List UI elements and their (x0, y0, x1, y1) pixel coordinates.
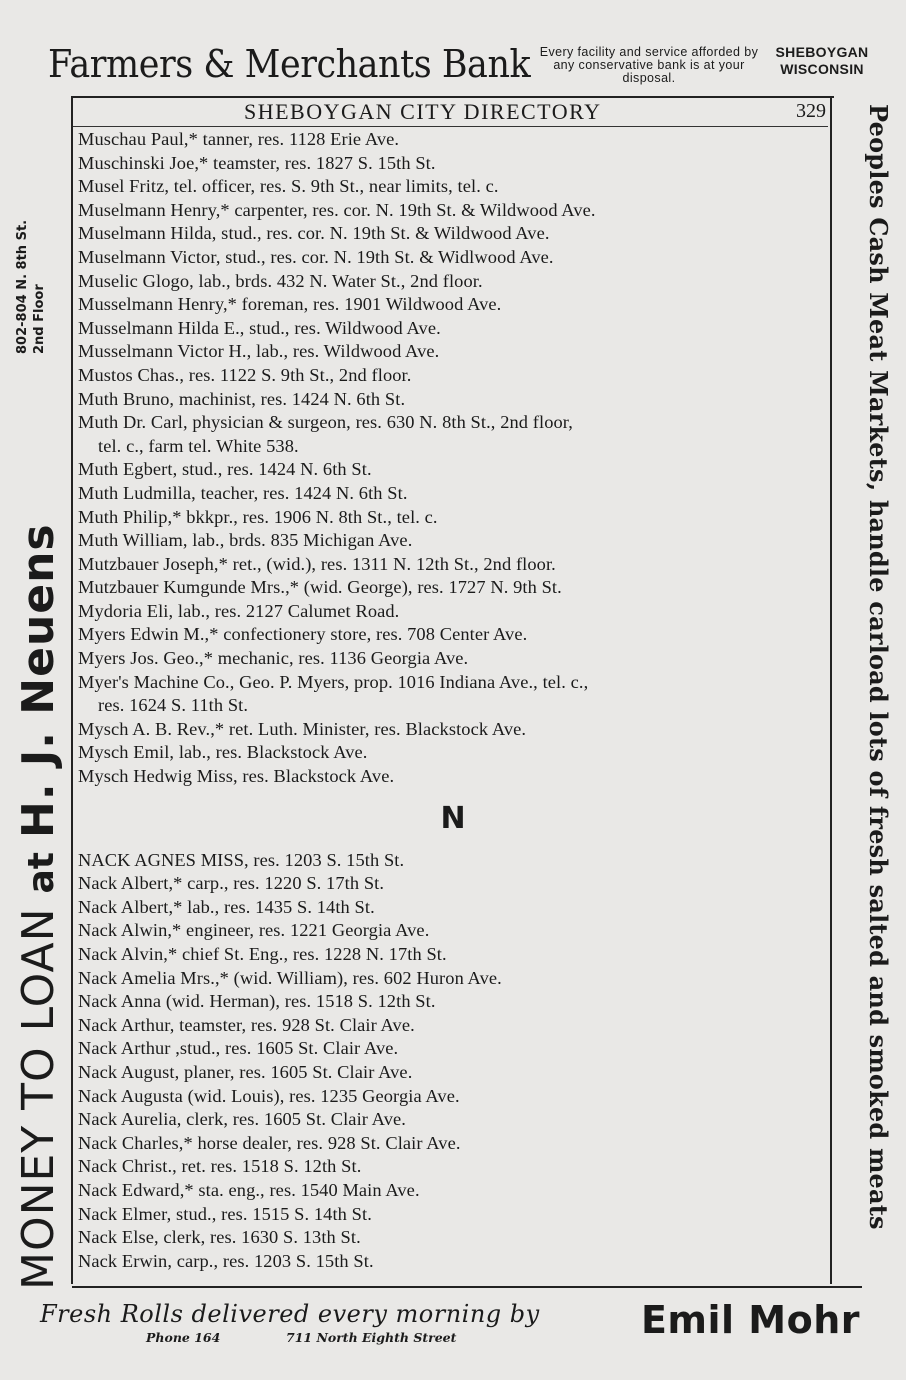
directory-entry (78, 1085, 828, 1109)
entry-text: Muth William, lab., brds. 835 Michigan Ave. (78, 530, 413, 551)
entry-text: Nack Amelia Mrs.,* (wid. William), res. 602 Huron Ave. (78, 967, 502, 988)
section-letter: N (440, 800, 466, 836)
entry-text: Muth Egbert, stud., res. 1424 N. 6th St. (78, 459, 372, 480)
entries-m (78, 128, 828, 789)
entry-text: Nack Else, clerk, res. 1630 S. 13th St. (78, 1227, 361, 1248)
page-title: SHEBOYGAN CITY DIRECTORY (244, 99, 602, 124)
directory-entry (78, 718, 828, 742)
bank-state: WISCONSIN (780, 61, 864, 77)
entry-text: Muth Bruno, machinist, res. 1424 N. 6th St. (78, 388, 406, 409)
directory-entry (78, 849, 828, 873)
entry-text: Muschinski Joe,* teamster, res. 1827 S. 15th St. (78, 152, 436, 173)
directory-entry (78, 967, 828, 991)
entry-text: Myers Jos. Geo.,* mechanic, res. 1136 Georgia Ave. (78, 648, 469, 669)
entries-n (78, 849, 828, 1274)
directory-entry (78, 1155, 828, 1179)
entry-text: Muselic Glogo, lab., brds. 432 N. Water St., 2nd floor. (78, 270, 483, 291)
entry-text: Mysch A. B. Rev.,* ret. Luth. Minister, res. Blackstock Ave. (78, 718, 527, 739)
entry-continuation: res. 1624 S. 11th St. (98, 695, 249, 716)
directory-entry (78, 293, 828, 317)
page-header (72, 98, 828, 127)
directory-entry (78, 1250, 828, 1274)
right-meat-market-advertisement (836, 104, 898, 1274)
bottom-slogan: Fresh Rolls delivered every morning by (40, 1300, 540, 1328)
right-rule (830, 96, 832, 1284)
entry-text: Musselmann Hilda E., stud., res. Wildwood Ave. (78, 317, 441, 338)
directory-entry (78, 152, 828, 176)
bank-name: Farmers & Merchants Bank (48, 42, 531, 86)
directory-entry (78, 482, 828, 506)
entry-text: Musel Fritz, tel. officer, res. S. 9th St., near limits, tel. c. (78, 176, 499, 197)
left-ad-main-text: MONEY TO LOAN (13, 907, 64, 1290)
directory-entry (78, 1179, 828, 1203)
bottom-address: 711 North Eighth Street (286, 1330, 457, 1345)
entry-text: Muth Dr. Carl, physician & surgeon, res. 630 N. 8th St., 2nd floor, (78, 412, 573, 433)
directory-entry (78, 576, 828, 600)
directory-entry (78, 506, 828, 530)
entry-text: Muth Ludmilla, teacher, res. 1424 N. 6th St. (78, 482, 408, 503)
directory-entry (78, 175, 828, 199)
directory-entry (78, 623, 828, 647)
left-rule (71, 96, 73, 1284)
directory-entry (78, 1226, 828, 1250)
directory-entry (78, 1203, 828, 1227)
entry-text: Nack Anna (wid. Herman), res. 1518 S. 12th St. (78, 991, 436, 1012)
entry-text: Musselmann Henry,* foreman, res. 1901 Wildwood Ave. (78, 294, 502, 315)
directory-entry (78, 1108, 828, 1132)
entry-text: Nack Arthur, teamster, res. 928 St. Clair Ave. (78, 1014, 415, 1035)
entry-text: Myers Edwin M.,* confectionery store, res. 708 Center Ave. (78, 624, 528, 645)
directory-entry (78, 741, 828, 765)
directory-entry (78, 340, 828, 364)
directory-entry (78, 1061, 828, 1085)
entry-text: Nack Arthur ,stud., res. 1605 St. Clair Ave. (78, 1038, 399, 1059)
bottom-rule (72, 1286, 862, 1288)
directory-entry (78, 458, 828, 482)
left-ad-name: H. J. Neuens (13, 523, 64, 838)
directory-entry (78, 246, 828, 270)
directory-entry (78, 600, 828, 624)
directory-listing (78, 128, 828, 1273)
directory-entry (78, 529, 828, 553)
directory-entry (78, 1037, 828, 1061)
top-bank-advertisement (40, 38, 870, 94)
directory-entry (78, 411, 828, 458)
directory-entry (78, 270, 828, 294)
directory-entry (78, 765, 828, 789)
directory-entry (78, 647, 828, 671)
entry-text: Nack Albert,* lab., res. 1435 S. 14th St. (78, 896, 375, 917)
entry-text: Nack Alvin,* chief St. Eng., res. 1228 N. 17th St. (78, 944, 447, 964)
entry-text: Nack Elmer, stud., res. 1515 S. 14th St. (78, 1203, 372, 1224)
bank-city: SHEBOYGAN (775, 44, 869, 60)
entry-continuation: tel. c., farm tel. White 538. (98, 435, 299, 456)
entry-text: Nack Erwin, carp., res. 1203 S. 15th St. (78, 1250, 374, 1271)
entry-text: NACK AGNES MISS, res. 1203 S. 15th St. (78, 849, 405, 870)
bottom-bakery-advertisement (40, 1294, 866, 1354)
bottom-phone: Phone 164 (146, 1330, 221, 1345)
directory-entry (78, 553, 828, 577)
entry-text: Mustos Chas., res. 1122 S. 9th St., 2nd floor. (78, 364, 412, 385)
directory-entry (78, 317, 828, 341)
directory-entry (78, 128, 828, 152)
entry-text: Nack Christ., ret. res. 1518 S. 12th St. (78, 1156, 362, 1177)
entry-text: Nack Augusta (wid. Louis), res. 1235 Georgia Ave. (78, 1085, 460, 1106)
entry-text: Nack Alwin,* engineer, res. 1221 Georgia Ave. (78, 920, 430, 941)
directory-entry (78, 199, 828, 223)
directory-entry (78, 943, 828, 967)
entry-text: Nack Albert,* carp., res. 1220 S. 17th St. (78, 873, 385, 894)
left-ad-address-line2: 2nd Floor (32, 284, 47, 354)
entry-text: Nack Aurelia, clerk, res. 1605 St. Clair Ave. (78, 1109, 406, 1130)
directory-entry (78, 222, 828, 246)
entry-text: Musselmann Victor H., lab., res. Wildwood Ave. (78, 341, 440, 362)
left-ad-address-line1: 802-804 N. 8th St. (15, 219, 30, 354)
right-ad-text: Peoples Cash Meat Markets, handle carload lots of fresh salted and smoked meats (864, 104, 893, 1230)
entry-text: Nack August, planer, res. 1605 St. Clair Ave. (78, 1061, 413, 1082)
entry-text: Muselmann Henry,* carpenter, res. cor. N. 19th St. & Wildwood Ave. (78, 199, 596, 220)
entry-text: Muselmann Victor, stud., res. cor. N. 19th St. & Widlwood Ave. (78, 246, 554, 267)
entry-text: Nack Edward,* sta. eng., res. 1540 Main Ave. (78, 1179, 420, 1200)
left-ad-text (10, 110, 68, 1290)
entry-text: Mysch Emil, lab., res. Blackstock Ave. (78, 742, 368, 763)
entry-text: Muschau Paul,* tanner, res. 1128 Erie Ave. (78, 129, 400, 149)
entry-text: Mysch Hedwig Miss, res. Blackstock Ave. (78, 766, 395, 787)
directory-entry (78, 919, 828, 943)
entry-text: Muth Philip,* bkkpr., res. 1906 N. 8th St., tel. c. (78, 506, 438, 527)
directory-entry (78, 671, 828, 718)
entry-text: Mutzbauer Kumgunde Mrs.,* (wid. George), res. 1727 N. 9th St. (78, 577, 562, 598)
directory-entry (78, 872, 828, 896)
entry-text: Mydoria Eli, lab., res. 2127 Calumet Road. (78, 600, 400, 621)
entry-text: Nack Charles,* horse dealer, res. 928 St. Clair Ave. (78, 1132, 461, 1153)
bottom-business-name: Emil Mohr (640, 1298, 860, 1342)
left-loan-advertisement (10, 110, 68, 1290)
directory-entry (78, 1014, 828, 1038)
left-ad-address (14, 220, 48, 354)
directory-entry (78, 388, 828, 412)
directory-entry (78, 896, 828, 920)
bank-location (774, 44, 870, 78)
page-number: 329 (796, 100, 826, 122)
directory-entry (78, 990, 828, 1014)
left-ad-at: at (21, 851, 62, 894)
entry-text: Mutzbauer Joseph,* ret., (wid.), res. 1311 N. 12th St., 2nd floor. (78, 553, 556, 574)
entry-text: Muselmann Hilda, stud., res. cor. N. 19th St. & Wildwood Ave. (78, 223, 550, 244)
directory-entry (78, 364, 828, 388)
directory-entry (78, 1132, 828, 1156)
entry-text: Myer's Machine Co., Geo. P. Myers, prop. 1016 Indiana Ave., tel. c., (78, 671, 589, 692)
bank-tagline: Every facility and service afforded by any conservative bank is at your disposal. (539, 45, 759, 85)
